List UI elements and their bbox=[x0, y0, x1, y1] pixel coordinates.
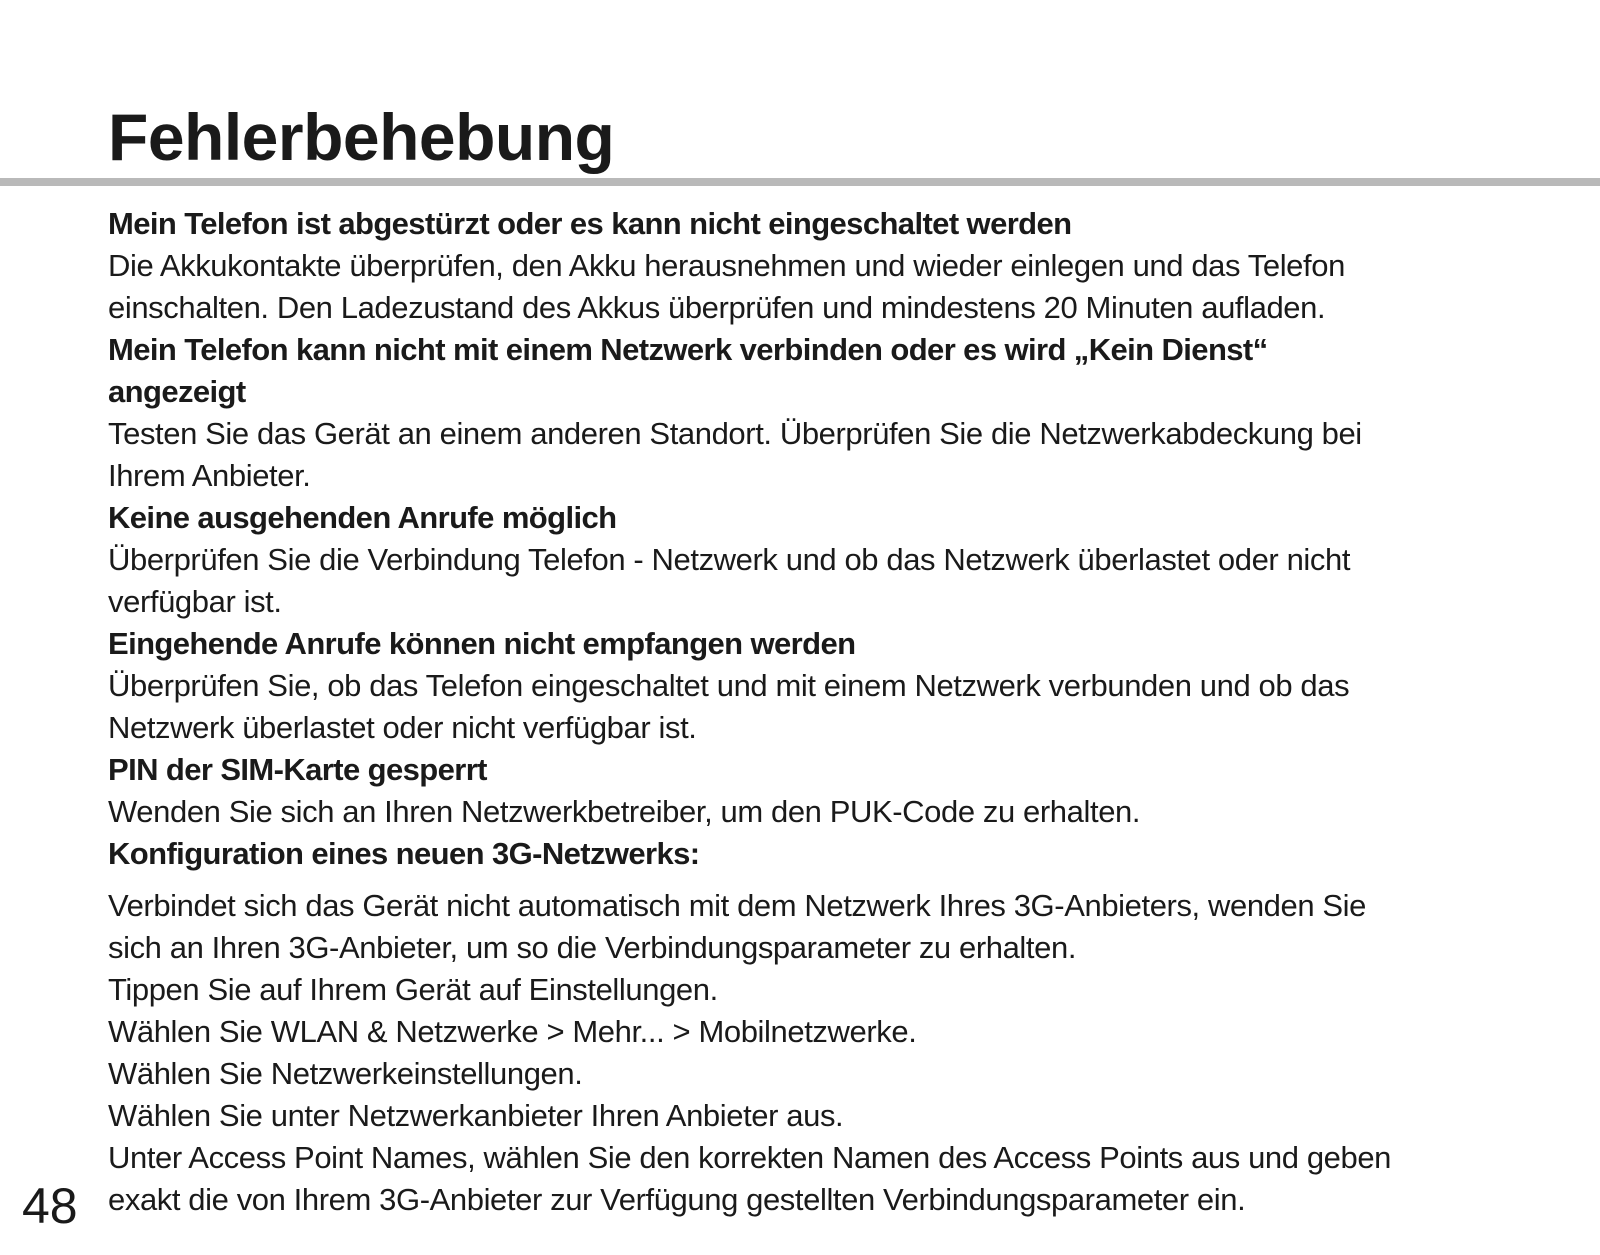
page-number: 48 bbox=[22, 1178, 78, 1234]
section-body-line: exakt die von Ihrem 3G-Anbieter zur Verfügung gestellten Verbindungsparameter ein. bbox=[108, 1182, 1246, 1217]
section-body-line: Überprüfen Sie die Verbindung Telefon - Netzwerk und ob das Netzwerk überlastet oder nicht bbox=[108, 542, 1351, 577]
section-body-line: verfügbar ist. bbox=[108, 584, 282, 619]
title-divider bbox=[0, 178, 1600, 186]
section-no-outgoing-calls bbox=[108, 497, 1508, 623]
section-body-line: Testen Sie das Gerät an einem anderen Standort. Überprüfen Sie die Netzwerkabdeckung bei bbox=[108, 416, 1362, 451]
section-body-line: Wählen Sie Netzwerkeinstellungen. bbox=[108, 1056, 583, 1091]
section-heading: Mein Telefon kann nicht mit einem Netzwerk verbinden oder es wird „Kein Dienst“ bbox=[108, 332, 1268, 367]
section-body-line: Netzwerk überlastet oder nicht verfügbar ist. bbox=[108, 710, 697, 745]
page-title: Fehlerbehebung bbox=[108, 100, 615, 174]
section-no-network bbox=[108, 329, 1508, 497]
section-heading: Eingehende Anrufe können nicht empfangen werden bbox=[108, 626, 856, 661]
section-heading: Konfiguration eines neuen 3G-Netzwerks: bbox=[108, 836, 700, 871]
section-body-line: Wählen Sie WLAN & Netzwerke > Mehr... > Mobilnetzwerke. bbox=[108, 1014, 917, 1049]
section-heading: Keine ausgehenden Anrufe möglich bbox=[108, 500, 617, 535]
section-body-line: einschalten. Den Ladezustand des Akkus überprüfen und mindestens 20 Minuten aufladen. bbox=[108, 290, 1326, 325]
section-3g-configuration bbox=[108, 833, 1508, 1221]
section-body-line: Ihrem Anbieter. bbox=[108, 458, 311, 493]
section-body-line: sich an Ihren 3G-Anbieter, um so die Verbindungsparameter zu erhalten. bbox=[108, 930, 1077, 965]
section-body-line: Die Akkukontakte überprüfen, den Akku herausnehmen und wieder einlegen und das Telefon bbox=[108, 248, 1345, 283]
section-body-line: Unter Access Point Names, wählen Sie den korrekten Namen des Access Points aus und geben bbox=[108, 1140, 1392, 1175]
section-sim-pin-locked bbox=[108, 749, 1508, 833]
section-body-line: Verbindet sich das Gerät nicht automatisch mit dem Netzwerk Ihres 3G-Anbieters, wenden Sie bbox=[108, 888, 1366, 923]
section-body-line: Wenden Sie sich an Ihren Netzwerkbetreiber, um den PUK-Code zu erhalten. bbox=[108, 794, 1141, 829]
section-body-line: Überprüfen Sie, ob das Telefon eingeschaltet und mit einem Netzwerk verbunden und ob das bbox=[108, 668, 1350, 703]
section-body-line: Wählen Sie unter Netzwerkanbieter Ihren Anbieter aus. bbox=[108, 1098, 844, 1133]
section-heading: PIN der SIM-Karte gesperrt bbox=[108, 752, 487, 787]
troubleshooting-content bbox=[108, 203, 1508, 1221]
section-heading: Mein Telefon ist abgestürzt oder es kann nicht eingeschaltet werden bbox=[108, 206, 1072, 241]
section-body-line: Tippen Sie auf Ihrem Gerät auf Einstellungen. bbox=[108, 972, 718, 1007]
section-phone-crashed bbox=[108, 203, 1508, 329]
section-heading-continued: angezeigt bbox=[108, 374, 246, 409]
section-no-incoming-calls bbox=[108, 623, 1508, 749]
